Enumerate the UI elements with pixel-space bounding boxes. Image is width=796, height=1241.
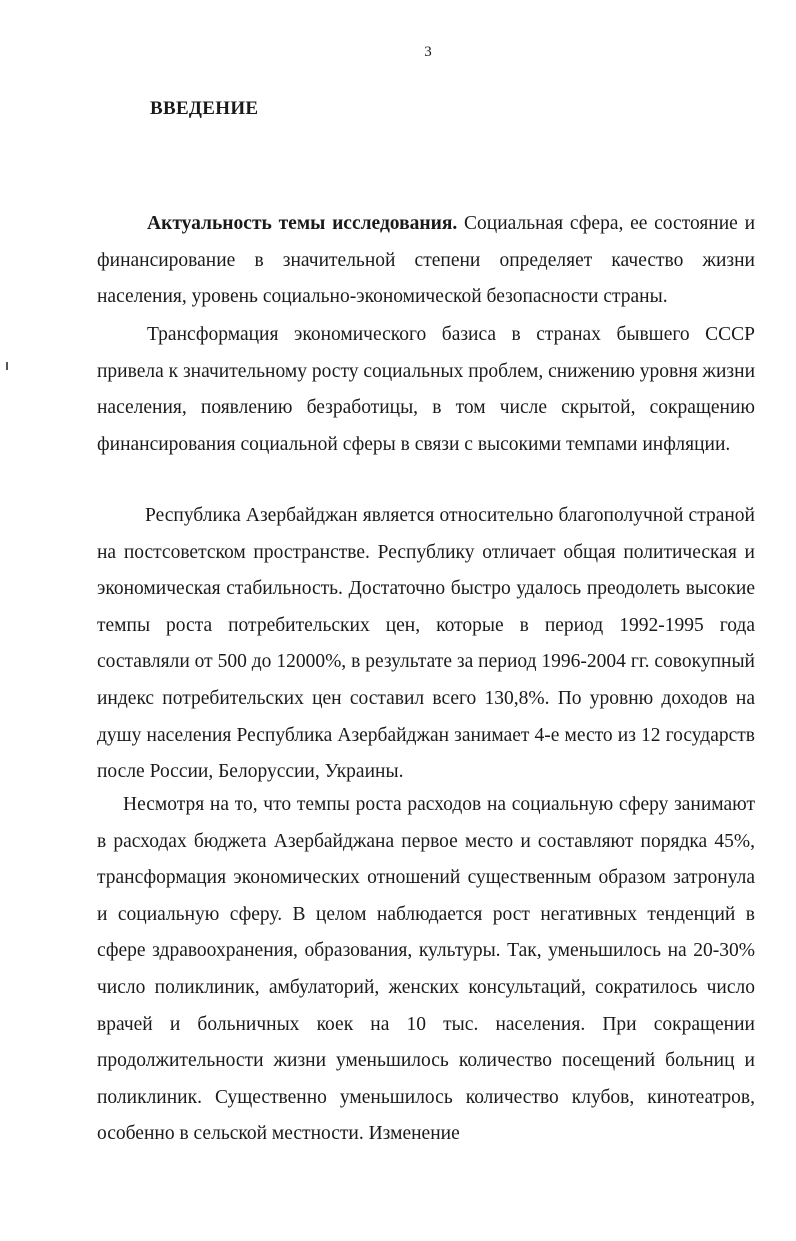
page-number: 3 xyxy=(424,44,432,60)
paragraph-text: Трансформация экономического базиса в странах бывшего СССР привела к значительному росту социальных проблем, снижению уровня жизни населения, появлению безработицы, в том числе скрытой, сокращению финансирования социальной сферы в связи с высокими темпами инфляции. xyxy=(97,324,756,455)
paragraph-transformation xyxy=(97,317,755,463)
section-heading: ВВЕДЕНИЕ xyxy=(150,98,259,119)
paragraph-text xyxy=(97,206,755,316)
paragraph-lead: Актуальность темы исследования. xyxy=(147,213,458,234)
paragraph-text: Несмотря на то, что темпы роста расходов на социальную сферу занимают в расходах бюджета Азербайджана первое место и составляют порядка 45%, трансформация экономических отношений существенным образом затронула и социальную сферу. В целом наблюдается рост негативных тенденций в сфере здравоохранения, образования, культуры. Так, уменьшилось на 20-30% число поликлиник, амбулаторий, женских консультаций, сократилось число врачей и больничных коек на 10 тыс. населения. При сокращении продолжительности жизни уменьшилось количество посещений больниц и поликлиник. Существенно уменьшилось количество клубов, кинотеатров, особенно в сельской местности. Изменение xyxy=(97,794,755,1145)
paragraph-azerbaijan xyxy=(97,498,755,791)
paragraph-text: Республика Азербайджан является относительно благополучной страной на постсоветском пространстве. Республику отличает общая политическая и экономическая стабильность. Достаточно быстро удалось преодолеть высокие темпы роста потребительских цен, которые в период 1992-1995 года составляли от 500 до 12000%, в результате за период 1996-2004 гг. совокупный индекс потребительских цен составил всего 130,8%. По уровню доходов на душу населения Республика Азербайджан занимает 4-е место из 12 государств после России, Белоруссии, Украины. xyxy=(97,505,755,783)
paragraph-relevance xyxy=(97,206,755,316)
paragraph-body: Социальная сфера, ее состояние и финансирование в значительной степени определяет качество жизни населения, уровень социально-экономической безопасности страны. xyxy=(97,213,756,308)
paragraph-social-spending xyxy=(97,787,755,1153)
scan-artifact xyxy=(6,362,8,370)
